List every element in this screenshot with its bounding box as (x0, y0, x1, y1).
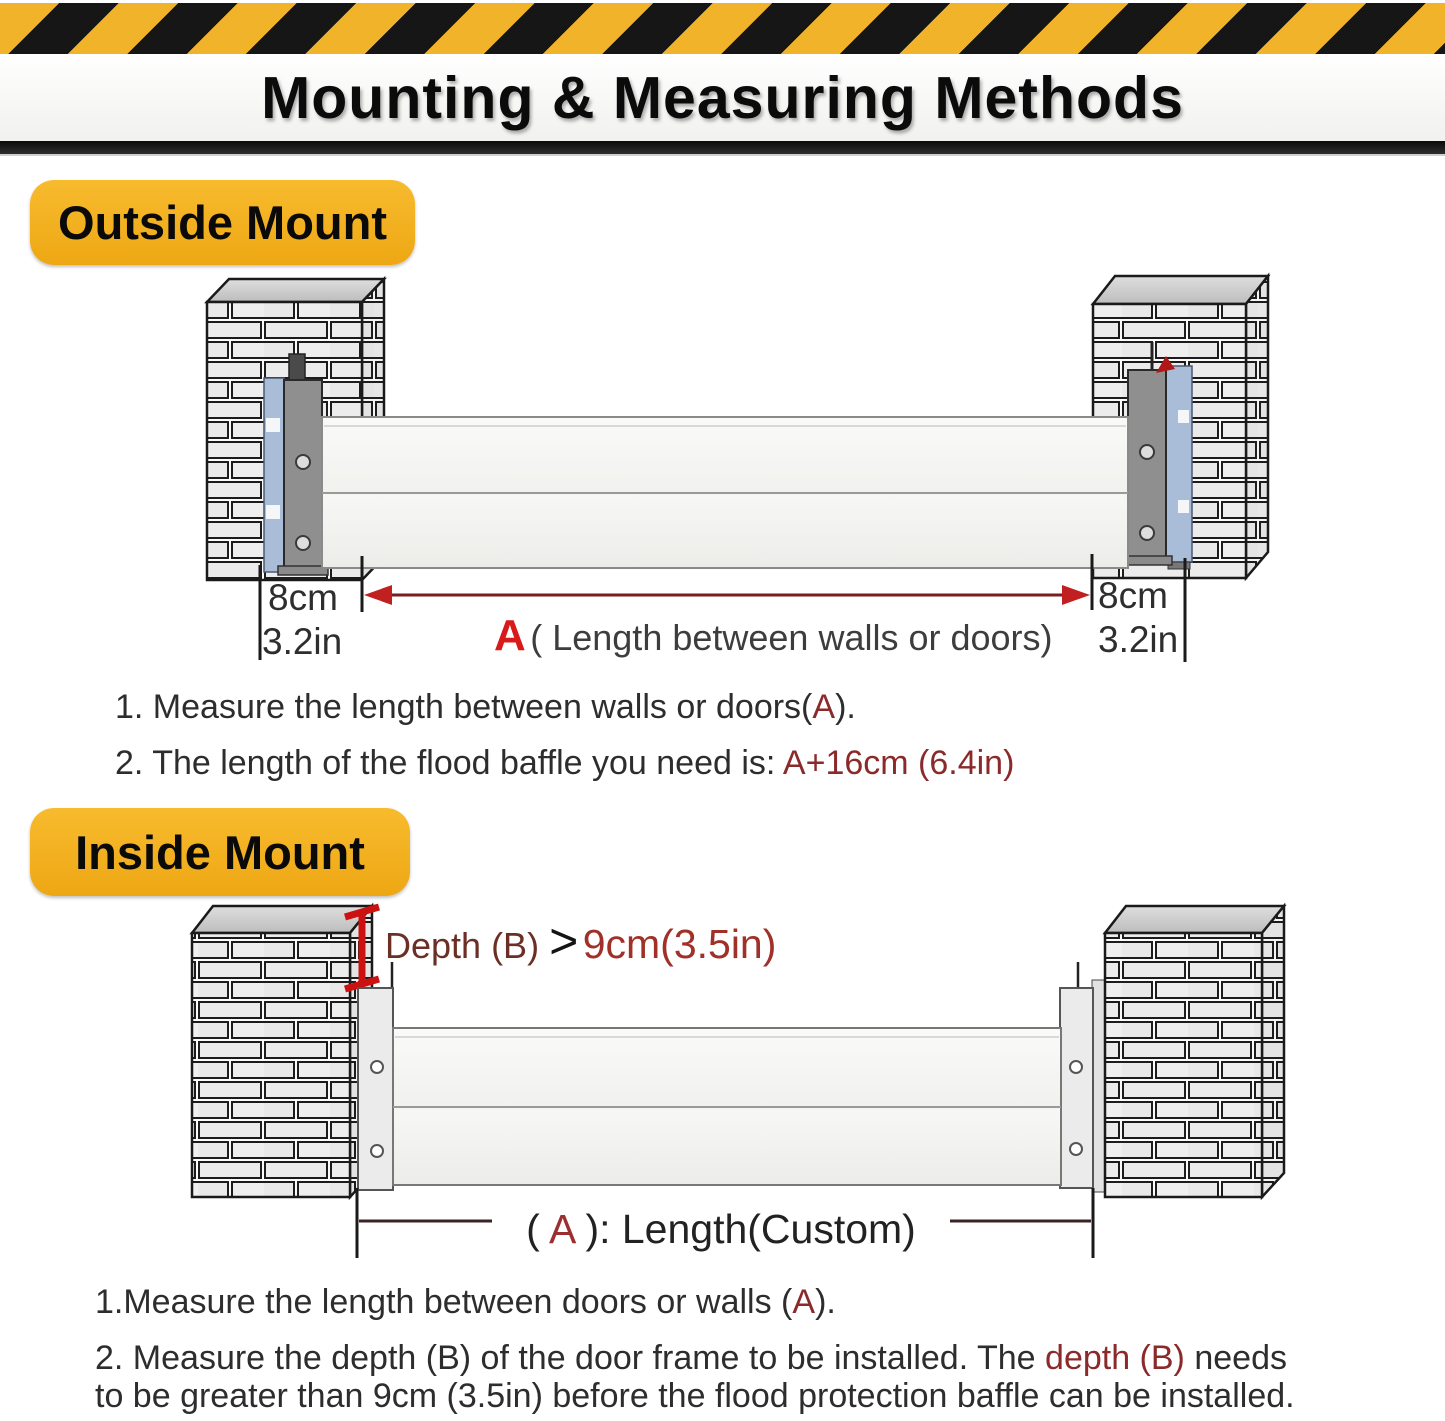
outside-step-2 (115, 744, 1395, 782)
inside-mount-diagram (0, 900, 1445, 1270)
inside-left-pillar (192, 906, 372, 1197)
inside-flood-barrier-panel (393, 1028, 1061, 1185)
page-title: Mounting & Measuring Methods (261, 64, 1184, 131)
outside-right-mounting-rail (1122, 342, 1192, 569)
step-highlight: A+16cm (6.4in) (782, 744, 1015, 783)
length-label-pre: ( (526, 1206, 540, 1252)
depth-value: 9cm(3.5in) (582, 921, 777, 967)
outside-left-dim-cm: 8cm (268, 577, 338, 618)
step-text: 1.Measure the length between doors or walls ( (95, 1283, 793, 1321)
outside-right-dim-in: 3.2in (1098, 619, 1179, 660)
step-text: 2. Measure the depth (B) of the door frame to be installed. The (95, 1339, 1046, 1378)
outside-flood-barrier-panel (322, 417, 1128, 568)
step-highlight: A (812, 688, 836, 726)
length-label-post: ): Length(Custom) (585, 1206, 916, 1252)
arrowhead-right-icon (1062, 585, 1090, 605)
step-highlight: depth (B) (1045, 1339, 1185, 1378)
inside-mount-label: Inside Mount (30, 808, 410, 896)
inside-right-channel (1060, 962, 1093, 1188)
outside-left-dim-in: 3.2in (262, 621, 343, 662)
span-label-rest: ( Length between walls or doors) (530, 617, 1053, 658)
inside-step-1 (95, 1283, 1440, 1321)
outside-span-label (494, 611, 1053, 660)
step-text: ). (815, 1283, 836, 1321)
outside-mount-label: Outside Mount (30, 180, 415, 265)
outside-left-mounting-rail (264, 354, 328, 575)
span-label-a: A (494, 611, 526, 660)
length-label-a: A (548, 1206, 575, 1252)
step-text: 1. Measure the length between walls or doors( (115, 688, 813, 726)
caution-stripes (0, 0, 1445, 57)
outside-mount-diagram (0, 260, 1445, 670)
inside-right-pillar (1092, 906, 1284, 1197)
title-band (0, 54, 1445, 141)
inside-dimensions (357, 1188, 1093, 1258)
outside-step-1 (115, 688, 1395, 726)
depth-label (385, 913, 776, 969)
outside-right-dim-cm: 8cm (1098, 575, 1168, 616)
step-text: needs (1184, 1339, 1287, 1378)
arrowhead-left-icon (364, 585, 392, 605)
inside-left-channel (358, 962, 393, 1190)
inside-step-2 (95, 1339, 1440, 1415)
step-text: ). (835, 688, 856, 726)
step-highlight: A (792, 1283, 816, 1321)
depth-label-text: Depth (B) (385, 925, 550, 966)
step-text: 2. The length of the flood baffle you need is: (115, 744, 783, 783)
inside-length-label (526, 1206, 916, 1252)
inside-mount-steps (95, 1283, 1440, 1421)
step-text: to be greater than 9cm (3.5in) before the flood protection baffle can be installed. (95, 1377, 1295, 1416)
outside-dimensions (260, 554, 1185, 662)
greater-than-sign: > (549, 913, 579, 969)
outside-mount-steps (115, 688, 1395, 800)
banner-divider-bar (0, 141, 1445, 156)
